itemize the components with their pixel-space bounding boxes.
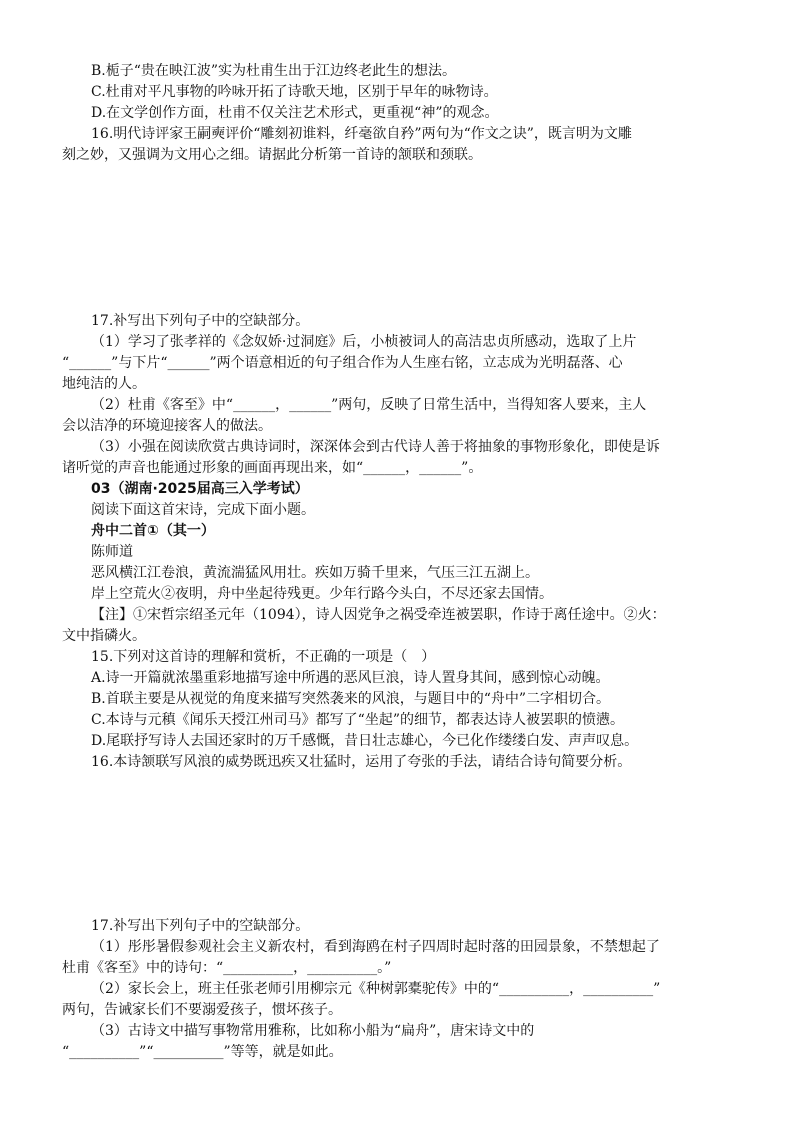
question-17-item: （1）学习了张孝祥的《念奴娇·过洞庭》后，小桢被词人的高洁忠贞所感动，选取了上片 (91, 334, 637, 350)
question-17-item: 诸听觉的声音也能通过形象的画面再现出来，如“______，______”。 (62, 460, 483, 476)
question-16-line: 刻之妙，又强调为文用心之细。请据此分析第一首诗的颔联和颈联。 (62, 147, 482, 163)
question-15-line: 15.下列对这首诗的理解和赏析，不正确的一项是（ ） (91, 649, 436, 665)
poem-title: 舟中二首①（其一） (91, 523, 215, 539)
question-17-item: 杜甫《客至》中的诗句：“__________，__________。” (62, 960, 392, 976)
option-c-line: C.本诗与元稹《闻乐天授江州司马》都写了“坐起”的细节，都表达诗人被罢职的愤懑。 (91, 712, 624, 728)
question-17-item: （2）家长会上，班主任张老师引用柳宗元《种树郭橐驼传》中的“__________，__________” (91, 981, 661, 997)
poem-line: 岸上空荒火②夜明，舟中坐起待残更。少年行路今头白，不尽还家去国情。 (91, 586, 553, 602)
question-16-line: 16.明代诗评家王嗣奭评价“雕刻初谁料，纤毫欲自矜”两句为“作文之诀”，既言明为文雕 (91, 126, 632, 142)
instruction-line: 阅读下面这首宋诗，完成下面小题。 (91, 502, 315, 518)
question-16-line: 16.本诗颔联写风浪的威势既迅疾又壮猛时，运用了夸张的手法，请结合诗句简要分析。 (91, 754, 632, 770)
question-17-item: 地纯洁的人。 (62, 376, 146, 392)
option-b-line: B.栀子“贵在映江波”实为杜甫生出于江边终老此生的想法。 (91, 63, 457, 79)
question-17-item: 两句，告诫家长们不要溺爱孩子，惯坏孩子。 (62, 1002, 342, 1018)
option-b-line: B.首联主要是从视觉的角度来描写突然袭来的风浪，与题目中的“舟中”二字相切合。 (91, 691, 611, 707)
question-17-item: （2）杜甫《客至》中“______，______”两句，反映了日常生活中，当得知客人要来，主人 (91, 397, 647, 413)
question-17-heading: 17.补写出下列句子中的空缺部分。 (91, 313, 310, 329)
option-d-line: D.尾联抒写诗人去国还家时的万千感慨，昔日壮志雄心，今已化作缕缕白发、声声叹息。 (91, 733, 639, 749)
note-line: 【注】①宋哲宗绍圣元年（1094），诗人因党争之祸受牵连被罢职，作诗于离任途中。②火： (91, 607, 666, 623)
question-17-item: （3）小强在阅读欣赏古典诗词时，深深体会到古代诗人善于将抽象的事物形象化，即使是诉 (91, 439, 660, 455)
option-c-line: C.杜甫对平凡事物的吟咏开拓了诗歌天地，区别于早年的咏物诗。 (91, 84, 498, 100)
question-17-item: “__________”“__________”等等，就是如此。 (62, 1044, 343, 1060)
section-heading: 03（湖南·2025届高三入学考试） (91, 481, 309, 497)
question-17-item: 会以洁净的环境迎接客人的做法。 (62, 418, 272, 434)
option-d-line: D.在文学创作方面，杜甫不仅关注艺术形式，更重视“神”的观念。 (91, 105, 499, 121)
poem-author: 陈师道 (91, 544, 133, 560)
question-17-item: “______”与下片“______”两个语意相近的句子组合作为人生座右铭，立志成为光明磊落、心 (62, 355, 623, 371)
note-line: 文中指磷火。 (62, 628, 146, 644)
question-17-item: （1）彤彤暑假参观社会主义新农村，看到海鸥在村子四周时起时落的田园景象，不禁想起了 (91, 939, 660, 955)
option-a-line: A.诗一开篇就浓墨重彩地描写途中所遇的恶风巨浪，诗人置身其间，感到惊心动魄。 (91, 670, 610, 686)
question-17-heading: 17.补写出下列句子中的空缺部分。 (91, 918, 310, 934)
question-17-item: （3）古诗文中描写事物常用雅称，比如称小船为“扁舟”，唐宋诗文中的 (91, 1023, 535, 1039)
poem-line: 恶风横江江卷浪，黄流湍猛风用壮。疾如万骑千里来，气压三江五湖上。 (91, 565, 539, 581)
